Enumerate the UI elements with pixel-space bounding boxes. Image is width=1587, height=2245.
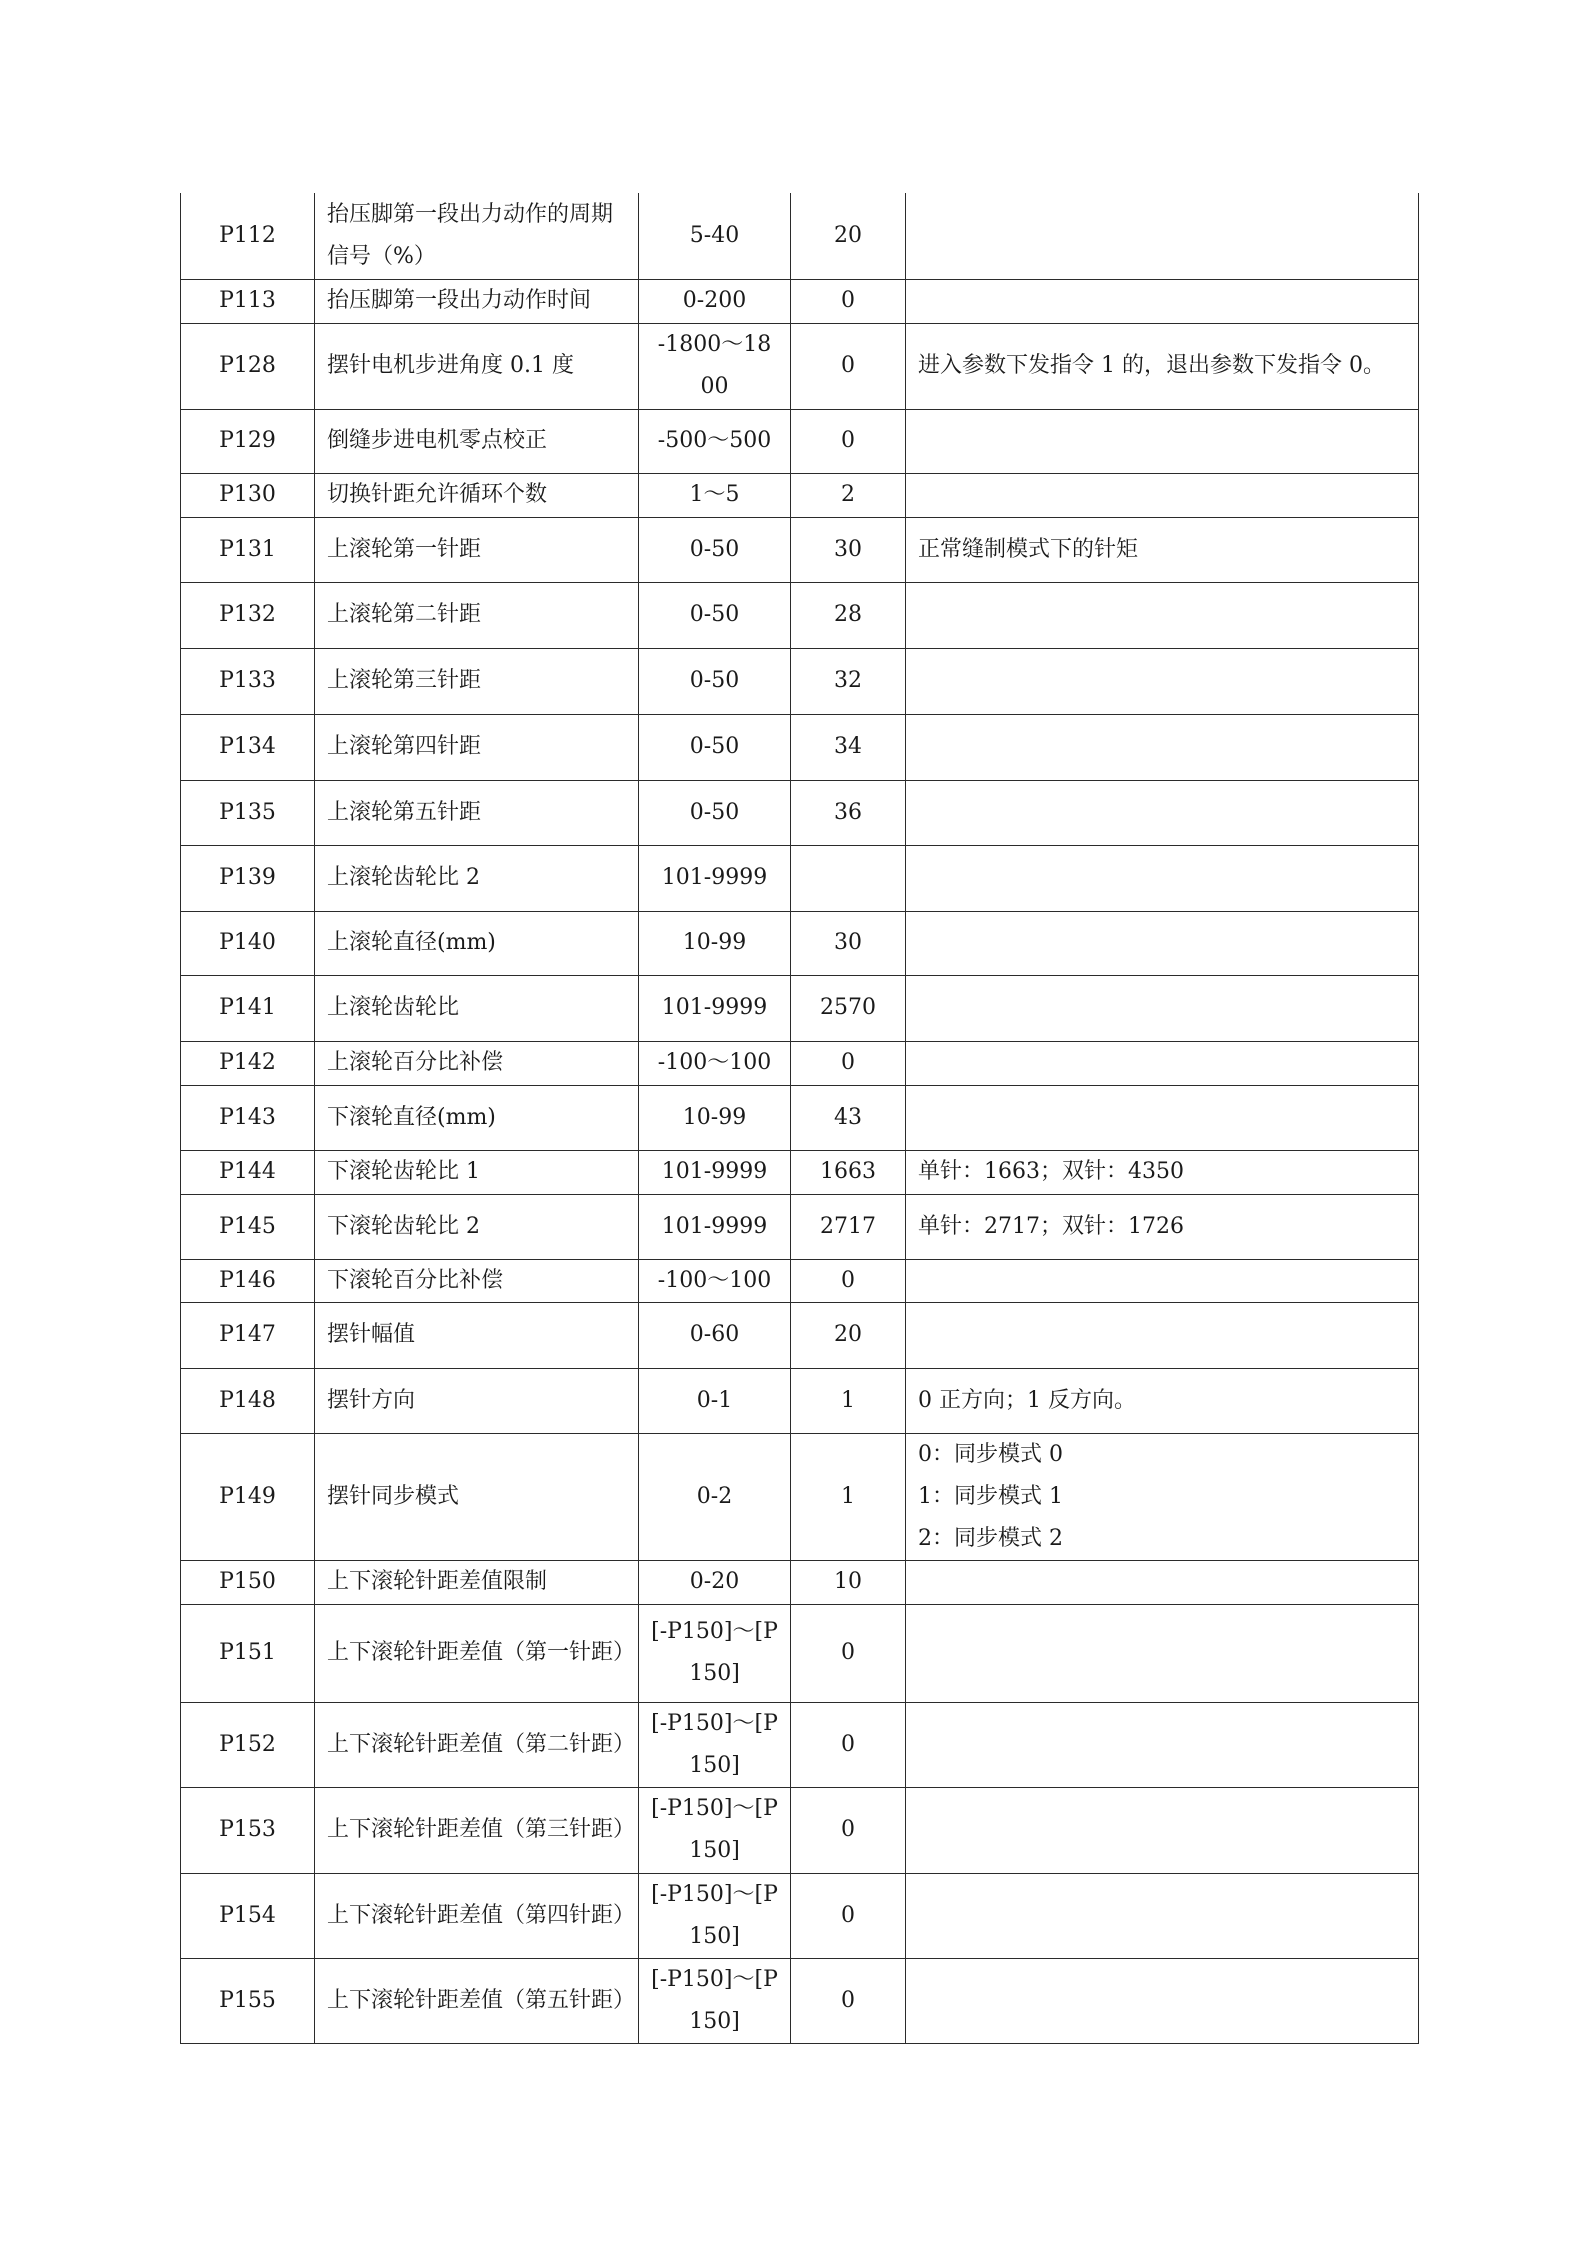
param-default: 2717 bbox=[791, 1194, 906, 1259]
param-code: P132 bbox=[181, 582, 315, 648]
param-note bbox=[906, 1085, 1419, 1150]
param-default: 10 bbox=[791, 1560, 906, 1604]
param-note: 0 正方向；1 反方向。 bbox=[906, 1368, 1419, 1433]
table-row bbox=[181, 1958, 1419, 2043]
param-code: P150 bbox=[181, 1560, 315, 1604]
param-code: P152 bbox=[181, 1702, 315, 1787]
param-note bbox=[906, 780, 1419, 845]
table-row bbox=[181, 714, 1419, 780]
param-code: P134 bbox=[181, 714, 315, 780]
param-code: P143 bbox=[181, 1085, 315, 1150]
table-row bbox=[181, 582, 1419, 648]
param-note bbox=[906, 582, 1419, 648]
param-name: 上滚轮第三针距 bbox=[315, 648, 639, 714]
param-note bbox=[906, 975, 1419, 1041]
param-name: 上下滚轮针距差值限制 bbox=[315, 1560, 639, 1604]
param-code: P155 bbox=[181, 1958, 315, 2043]
param-note-line: 2：同步模式 2 bbox=[918, 1525, 1063, 1551]
param-note bbox=[906, 1702, 1419, 1787]
param-range: 0-50 bbox=[639, 582, 791, 648]
param-name: 上滚轮第一针距 bbox=[315, 517, 639, 582]
param-default: 30 bbox=[791, 911, 906, 975]
param-note bbox=[906, 1041, 1419, 1085]
param-default: 0 bbox=[791, 1787, 906, 1873]
param-name: 上滚轮齿轮比 bbox=[315, 975, 639, 1041]
table-row bbox=[181, 1873, 1419, 1958]
param-default: 0 bbox=[791, 1958, 906, 2043]
table-row bbox=[181, 473, 1419, 517]
param-default: 0 bbox=[791, 1259, 906, 1302]
param-code: P151 bbox=[181, 1604, 315, 1702]
param-range: 0-1 bbox=[639, 1368, 791, 1433]
param-default: 20 bbox=[791, 1302, 906, 1368]
table-row bbox=[181, 279, 1419, 323]
param-range: 0-50 bbox=[639, 648, 791, 714]
param-name: 下滚轮齿轮比 2 bbox=[315, 1194, 639, 1259]
param-code: P133 bbox=[181, 648, 315, 714]
table-row bbox=[181, 517, 1419, 582]
param-note bbox=[906, 409, 1419, 473]
param-code: P142 bbox=[181, 1041, 315, 1085]
param-range: [-P150]～[P150] bbox=[639, 1787, 791, 1873]
param-range: 0-20 bbox=[639, 1560, 791, 1604]
param-note bbox=[906, 648, 1419, 714]
param-default bbox=[791, 845, 906, 911]
param-note bbox=[906, 1302, 1419, 1368]
table-row bbox=[181, 409, 1419, 473]
param-code: P139 bbox=[181, 845, 315, 911]
table-row bbox=[181, 648, 1419, 714]
table-row bbox=[181, 1194, 1419, 1259]
param-name: 上滚轮齿轮比 2 bbox=[315, 845, 639, 911]
param-code: P140 bbox=[181, 911, 315, 975]
param-code: P112 bbox=[181, 193, 315, 279]
table-row bbox=[181, 845, 1419, 911]
param-note bbox=[906, 1787, 1419, 1873]
table-row bbox=[181, 1604, 1419, 1702]
param-range: [-P150]～[P150] bbox=[639, 1958, 791, 2043]
param-range: 101-9999 bbox=[639, 975, 791, 1041]
table-row bbox=[181, 1560, 1419, 1604]
param-range: [-P150]～[P150] bbox=[639, 1873, 791, 1958]
param-range: 0-200 bbox=[639, 279, 791, 323]
param-note: 进入参数下发指令 1 的，退出参数下发指令 0。 bbox=[906, 323, 1419, 409]
table-row bbox=[181, 1259, 1419, 1302]
param-name: 上下滚轮针距差值（第四针距） bbox=[315, 1873, 639, 1958]
table-row bbox=[181, 1702, 1419, 1787]
table-row bbox=[181, 1085, 1419, 1150]
param-range: 0-2 bbox=[639, 1433, 791, 1560]
param-note bbox=[906, 1259, 1419, 1302]
param-default: 0 bbox=[791, 1041, 906, 1085]
param-name: 上滚轮百分比补偿 bbox=[315, 1041, 639, 1085]
param-default: 32 bbox=[791, 648, 906, 714]
param-default: 0 bbox=[791, 409, 906, 473]
param-note bbox=[906, 1604, 1419, 1702]
param-default: 0 bbox=[791, 1702, 906, 1787]
param-range: [-P150]～[P150] bbox=[639, 1702, 791, 1787]
param-range: [-P150]～[P150] bbox=[639, 1604, 791, 1702]
param-range: 101-9999 bbox=[639, 1194, 791, 1259]
param-name: 下滚轮齿轮比 1 bbox=[315, 1150, 639, 1194]
param-range: -100～100 bbox=[639, 1041, 791, 1085]
parameter-table-body bbox=[181, 193, 1419, 2043]
param-default: 1 bbox=[791, 1433, 906, 1560]
param-code: P135 bbox=[181, 780, 315, 845]
param-code: P129 bbox=[181, 409, 315, 473]
param-name: 抬压脚第一段出力动作时间 bbox=[315, 279, 639, 323]
param-default: 0 bbox=[791, 1604, 906, 1702]
param-default: 28 bbox=[791, 582, 906, 648]
table-row bbox=[181, 911, 1419, 975]
param-name: 摆针幅值 bbox=[315, 1302, 639, 1368]
table-row bbox=[181, 1368, 1419, 1433]
param-note bbox=[906, 911, 1419, 975]
param-note bbox=[906, 193, 1419, 279]
param-code: P153 bbox=[181, 1787, 315, 1873]
param-name: 摆针电机步进角度 0.1 度 bbox=[315, 323, 639, 409]
table-row bbox=[181, 1433, 1419, 1560]
param-name: 倒缝步进电机零点校正 bbox=[315, 409, 639, 473]
param-name: 抬压脚第一段出力动作的周期信号（%） bbox=[315, 193, 639, 279]
param-code: P113 bbox=[181, 279, 315, 323]
param-default: 0 bbox=[791, 279, 906, 323]
param-note bbox=[906, 1958, 1419, 2043]
param-range: -500～500 bbox=[639, 409, 791, 473]
param-name: 上下滚轮针距差值（第一针距） bbox=[315, 1604, 639, 1702]
param-code: P148 bbox=[181, 1368, 315, 1433]
param-code: P144 bbox=[181, 1150, 315, 1194]
param-range: 101-9999 bbox=[639, 845, 791, 911]
param-note-line: 1：同步模式 1 bbox=[918, 1483, 1063, 1509]
param-range: 0-50 bbox=[639, 517, 791, 582]
param-default: 43 bbox=[791, 1085, 906, 1150]
param-default: 2 bbox=[791, 473, 906, 517]
table-row bbox=[181, 1787, 1419, 1873]
param-note bbox=[906, 1873, 1419, 1958]
param-note bbox=[906, 1433, 1419, 1560]
param-default: 0 bbox=[791, 323, 906, 409]
table-row bbox=[181, 780, 1419, 845]
param-range: 0-50 bbox=[639, 714, 791, 780]
param-range: 0-60 bbox=[639, 1302, 791, 1368]
table-row bbox=[181, 1150, 1419, 1194]
param-range: -1800～1800 bbox=[639, 323, 791, 409]
param-note-line: 0：同步模式 0 bbox=[918, 1441, 1063, 1467]
parameter-table bbox=[180, 193, 1419, 2044]
param-name: 上下滚轮针距差值（第三针距） bbox=[315, 1787, 639, 1873]
param-code: P149 bbox=[181, 1433, 315, 1560]
param-default: 36 bbox=[791, 780, 906, 845]
param-default: 0 bbox=[791, 1873, 906, 1958]
table-row bbox=[181, 975, 1419, 1041]
param-name: 上滚轮第二针距 bbox=[315, 582, 639, 648]
param-note bbox=[906, 714, 1419, 780]
table-row bbox=[181, 193, 1419, 279]
param-code: P147 bbox=[181, 1302, 315, 1368]
param-default: 1663 bbox=[791, 1150, 906, 1194]
param-range: 1～5 bbox=[639, 473, 791, 517]
param-code: P141 bbox=[181, 975, 315, 1041]
param-name: 摆针同步模式 bbox=[315, 1433, 639, 1560]
param-default: 34 bbox=[791, 714, 906, 780]
param-name: 上滚轮第五针距 bbox=[315, 780, 639, 845]
param-note bbox=[906, 1560, 1419, 1604]
param-range: -100～100 bbox=[639, 1259, 791, 1302]
param-note bbox=[906, 845, 1419, 911]
param-code: P130 bbox=[181, 473, 315, 517]
param-range: 5-40 bbox=[639, 193, 791, 279]
table-row bbox=[181, 1041, 1419, 1085]
param-name: 下滚轮直径(mm) bbox=[315, 1085, 639, 1150]
param-note: 单针：1663；双针：4350 bbox=[906, 1150, 1419, 1194]
param-code: P131 bbox=[181, 517, 315, 582]
param-default: 2570 bbox=[791, 975, 906, 1041]
param-name: 上滚轮第四针距 bbox=[315, 714, 639, 780]
param-name: 摆针方向 bbox=[315, 1368, 639, 1433]
param-note: 正常缝制模式下的针矩 bbox=[906, 517, 1419, 582]
param-code: P128 bbox=[181, 323, 315, 409]
param-name: 下滚轮百分比补偿 bbox=[315, 1259, 639, 1302]
param-default: 20 bbox=[791, 193, 906, 279]
param-range: 101-9999 bbox=[639, 1150, 791, 1194]
param-default: 1 bbox=[791, 1368, 906, 1433]
param-code: P154 bbox=[181, 1873, 315, 1958]
param-note bbox=[906, 473, 1419, 517]
param-default: 30 bbox=[791, 517, 906, 582]
param-note bbox=[906, 279, 1419, 323]
param-code: P146 bbox=[181, 1259, 315, 1302]
param-note: 单针：2717；双针：1726 bbox=[906, 1194, 1419, 1259]
param-name: 上滚轮直径(mm) bbox=[315, 911, 639, 975]
table-row bbox=[181, 1302, 1419, 1368]
param-code: P145 bbox=[181, 1194, 315, 1259]
param-name: 上下滚轮针距差值（第二针距） bbox=[315, 1702, 639, 1787]
param-range: 0-50 bbox=[639, 780, 791, 845]
param-range: 10-99 bbox=[639, 911, 791, 975]
param-range: 10-99 bbox=[639, 1085, 791, 1150]
param-name: 上下滚轮针距差值（第五针距） bbox=[315, 1958, 639, 2043]
table-row bbox=[181, 323, 1419, 409]
param-name: 切换针距允许循环个数 bbox=[315, 473, 639, 517]
